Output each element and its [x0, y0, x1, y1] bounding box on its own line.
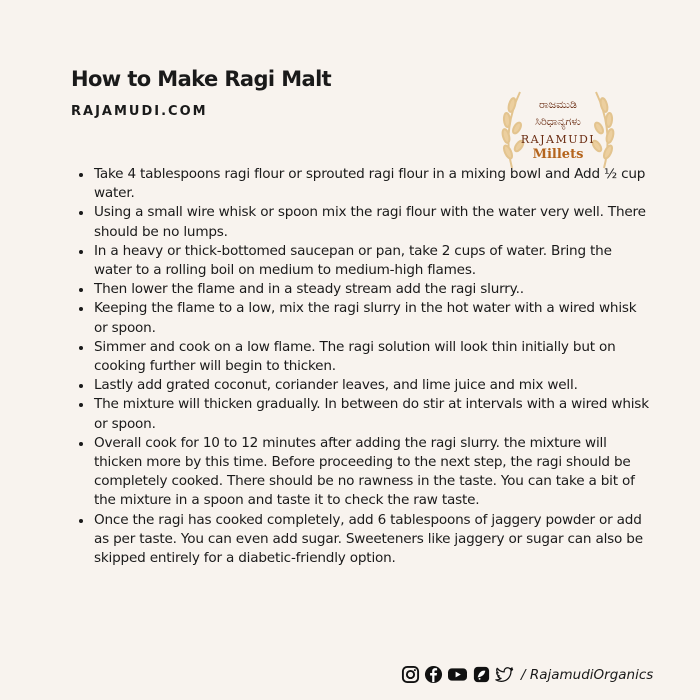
- social-handle[interactable]: / RajamudiOrganics: [521, 666, 654, 683]
- social-footer: [401, 665, 653, 684]
- youtube-icon[interactable]: [447, 665, 468, 684]
- step-item: • Simmer and cook on a low flame. The ragi solution will look thin initially but on cooking further will begin to thicken.: [93, 338, 653, 376]
- step-item: • Keeping the flame to a low, mix the ragi slurry in the hot water with a wired whisk or spoon.: [93, 299, 653, 337]
- step-item: • Using a small wire whisk or spoon mix the ragi flour with the water very well. There should be no lumps.: [93, 203, 653, 241]
- logo-kannada-line-1: ರಾಜಮುಡಿ: [539, 98, 577, 111]
- instagram-icon[interactable]: [401, 665, 420, 684]
- logo-brand: RAJAMUDI: [520, 133, 596, 146]
- logo-subtitle: Millets: [532, 147, 584, 162]
- twitter-icon[interactable]: [495, 665, 514, 684]
- steps-list: [75, 165, 653, 568]
- step-item: • Lastly add grated coconut, coriander leaves, and lime juice and mix well.: [93, 376, 653, 395]
- step-item: • Take 4 tablespoons ragi flour or sprouted ragi flour in a mixing bowl and Add ½ cup water.: [93, 165, 653, 203]
- logo-kannada-line-2: ಸಿರಿಧಾನ್ಯಗಳು: [535, 115, 581, 128]
- page-title: How to Make Ragi Malt: [71, 67, 332, 91]
- step-item: • The mixture will thicken gradually. In between do stir at intervals with a wired whisk or spoon.: [93, 395, 653, 433]
- step-item: • Overall cook for 10 to 12 minutes after adding the ragi slurry. the mixture will thicken more by this time. Before proceeding to the next step, the ragi should be completely cooked. There should be no rawness in the taste. You can take a bit of the mixture in a spoon and taste it to check the raw taste.: [93, 434, 653, 511]
- step-item: • Then lower the flame and in a steady stream add the ragi slurry..: [93, 280, 653, 299]
- site-name: RAJAMUDI.COM: [71, 104, 208, 119]
- koo-icon[interactable]: [472, 665, 491, 684]
- step-item: • Once the ragi has cooked completely, add 6 tablespoons of jaggery powder or add as per taste. You can even add sugar. Sweeteners like jaggery or sugar can also be skipped entirely for a diabetic-friendly option.: [93, 511, 653, 569]
- step-item: • In a heavy or thick-bottomed saucepan or pan, take 2 cups of water. Bring the water to a rolling boil on medium to medium-high flames.: [93, 242, 653, 280]
- facebook-icon[interactable]: [424, 665, 443, 684]
